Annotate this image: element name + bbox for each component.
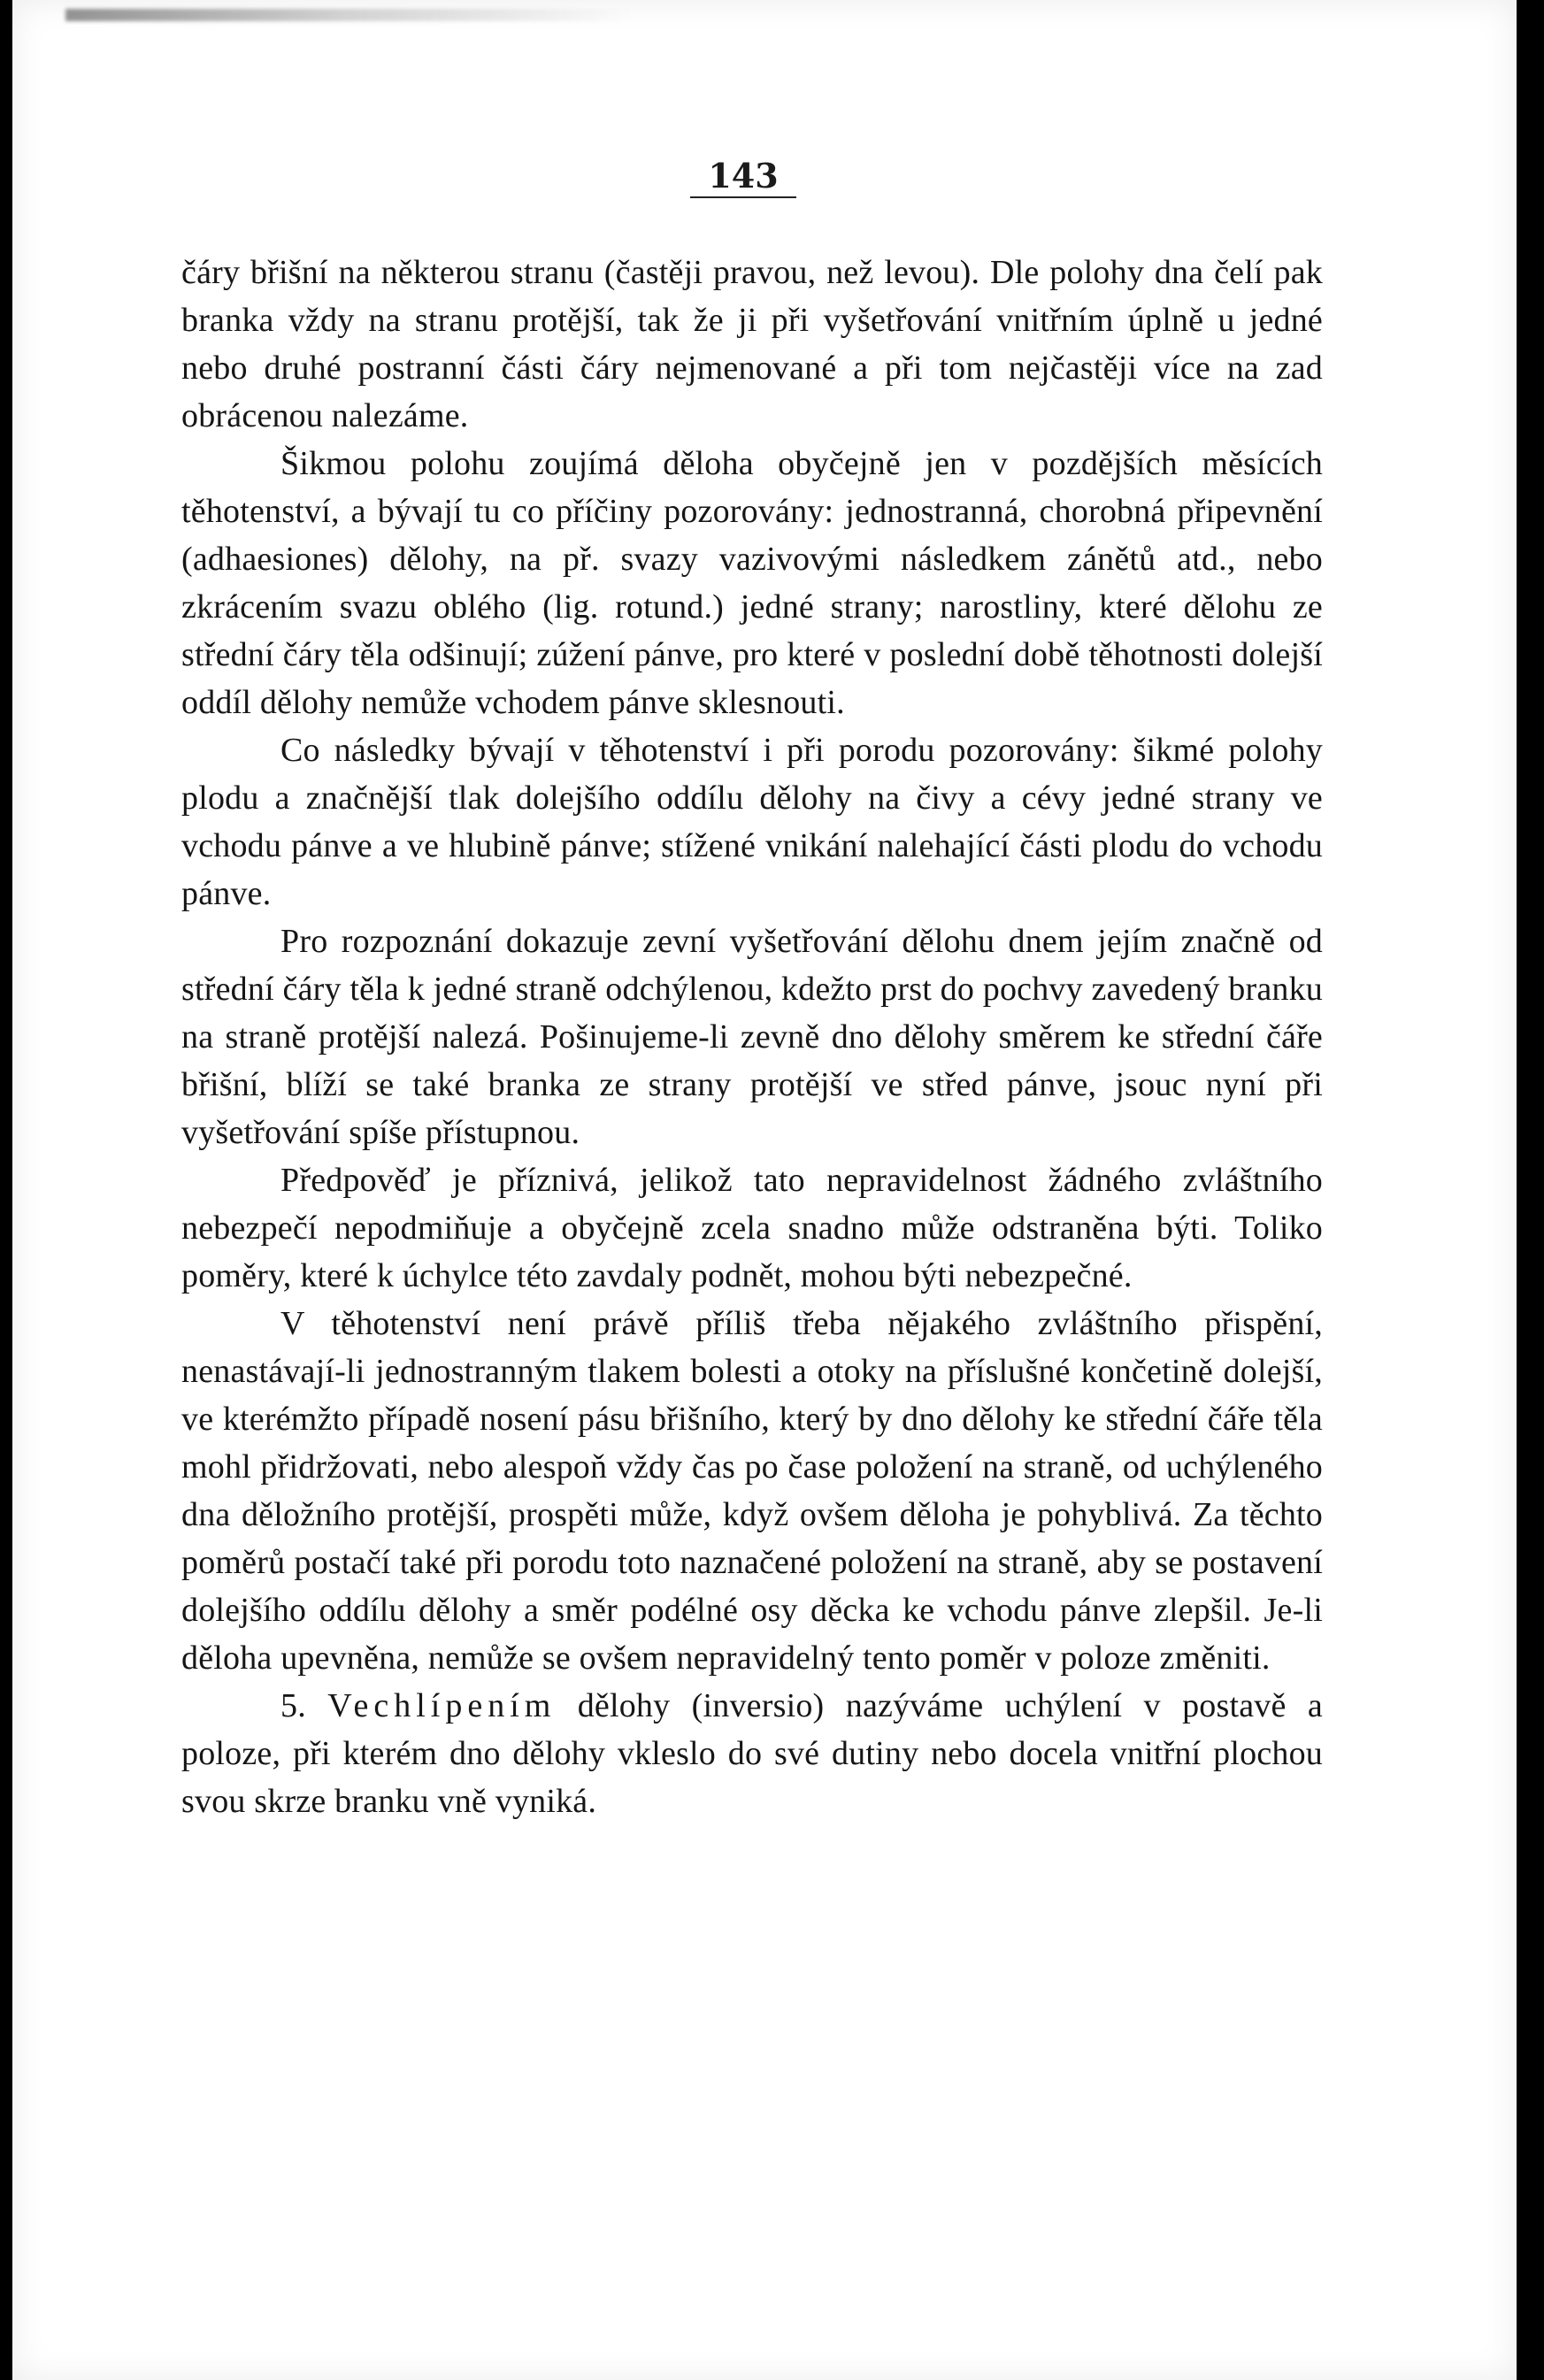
- paragraph-2: Šikmou polohu zoujímá děloha obyčejně jen v pozdějších měsících těhotenství, a bývají tu co příčiny pozorovány: jednostranná, chorobná připevnění (adhaesiones) dělohy, na př. svazy vazivovými následkem zánětů atd., nebo zkrácením svazu oblého (lig. rotund.) jedné strany; narostliny, které dělohu ze střední čáry těla odšinují; zúžení pánve, pro které v poslední době těhotnosti dolejší oddíl dělohy nemůže vchodem pánve sklesnouti.: [181, 445, 1323, 721]
- paragraph-5: Předpověď je příznivá, jelikož tato nepravidelnost žádného zvláštního nebezpečí nepodmiňuje a obyčejně zcela snadno může odstraněna býti. Toliko poměry, které k úchylce této zavdaly podnět, mohou býti nebezpečné.: [181, 1162, 1323, 1294]
- paragraph-6: V těhotenství není právě příliš třeba nějakého zvláštního přispění, nenastávají-li jednostranným tlakem bolesti a otoky na příslušné končetině dolejší, ve kterémžto případě nosení pásu břišního, který by dno dělohy ke střední čáře těla mohl přidržovati, nebo alespoň vždy čas po čase položení na straně, od uchýleného dna děložního protější, prospěti může, když ovšem děloha je pohyblivá. Za těchto poměrů postačí také při porodu toto naznačené položení na straně, aby se postavení dolejšího oddílu dělohy a směr podélné osy děcka ke vchodu pánve zlepšil. Je-li děloha upevněna, nemůže se ovšem nepravidelný tento poměr v poloze změniti.: [181, 1305, 1323, 1677]
- paragraph-1: čáry břišní na některou stranu (častěji pravou, než levou). Dle polohy dna čelí pak branka vždy na stranu protější, tak že ji při vyšetřování vnitřním úplně u jedné nebo druhé postranní části čáry nejmenované a při tom nejčastěji více na zad obrácenou nalezáme.: [181, 254, 1323, 434]
- paragraph-4: Pro rozpoznání dokazuje zevní vyšetřování dělohu dnem jejím značně od střední čáry těla k jedné straně odchýlenou, kdežto prst do pochvy zavedený branku na straně protější nalezá. Pošinujeme-li zevně dno dělohy směrem ke střední čáře břišní, blíží se také branka ze strany protější ve střed pánve, jsouc nyní při vyšetřování spíše přístupnou.: [181, 923, 1324, 1151]
- section-text: dělohy (inversio) nazýváme uchýlení v postavě a poloze, při kterém dno dělohy vkleslo do své dutiny nebo docela vnitřní plochou svou skrze branku vně vyniká.: [181, 1687, 1323, 1820]
- paragraph-7: [181, 1682, 1323, 1825]
- paragraph-3: Co následky bývají v těhotenství i při porodu pozorovány: šikmé polohy plodu a značnější tlak dolejšího oddílu dělohy na čivy a cévy jedné strany ve vchodu pánve a ve hlubině pánve; stížené vnikání nalehající části plodu do vchodu pánve.: [181, 732, 1323, 912]
- body-text: [181, 249, 1323, 1825]
- scan-smudge: [65, 9, 632, 21]
- section-number: 5.: [280, 1687, 306, 1724]
- page-number: 143: [690, 156, 796, 198]
- section-term: Vechlípením: [327, 1687, 557, 1724]
